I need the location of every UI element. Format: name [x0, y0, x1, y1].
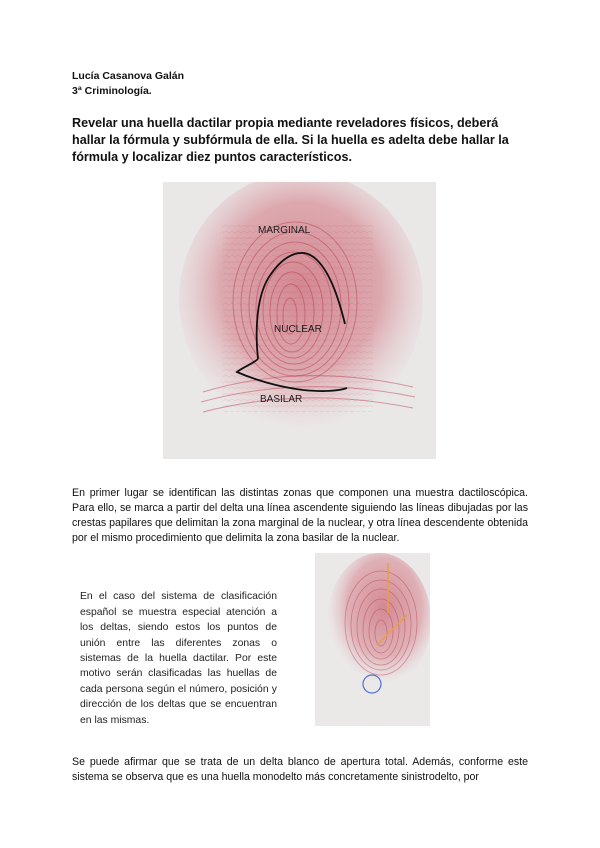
task-statement: Revelar una huella dactilar propia mediante reveladores físicos, deberá hallar la fórmula y subfórmula de ella. Si la huella es adelta debe hallar la fórmula y localizar diez puntos característicos. [72, 116, 509, 164]
fingerprint-zones-figure [163, 182, 436, 459]
author-name: Lucía Casanova Galán [72, 70, 185, 82]
label-nuclear: NUCLEAR [274, 324, 322, 335]
label-marginal: MARGINAL [258, 225, 311, 236]
paragraph-classification: En el caso del sistema de clasificación español se muestra especial atención a los deltas, siendo estos los puntos de unión entre las diferentes zonas o sistemas de la huella dactilar. Por este motivo serán clasificadas las huellas de cada persona según el número, posición y dirección de los deltas que se encuentran en las mismas. [80, 591, 277, 726]
paragraph-zones: En primer lugar se identifican las distintas zonas que componen una muestra dactiloscópica. Para ello, se marca a partir del delta una línea ascendente siguiendo las líneas dibujadas por las crestas papilares que delimitan la zona marginal de la nuclear, y otra línea descendente obtenida por el mismo procedimiento que delimita la zona basilar de la nuclear. [72, 486, 528, 545]
author-course: 3ª Criminología. [72, 85, 152, 97]
fingerprint-delta-figure [315, 553, 430, 726]
paragraph-delta: Se puede afirmar que se trata de un delta blanco de apertura total. Además, conforme este sistema se observa que es una huella monodelto más concretamente sinistrodelto, por [72, 755, 528, 783]
label-basilar: BASILAR [260, 394, 303, 405]
author-block [72, 69, 184, 99]
